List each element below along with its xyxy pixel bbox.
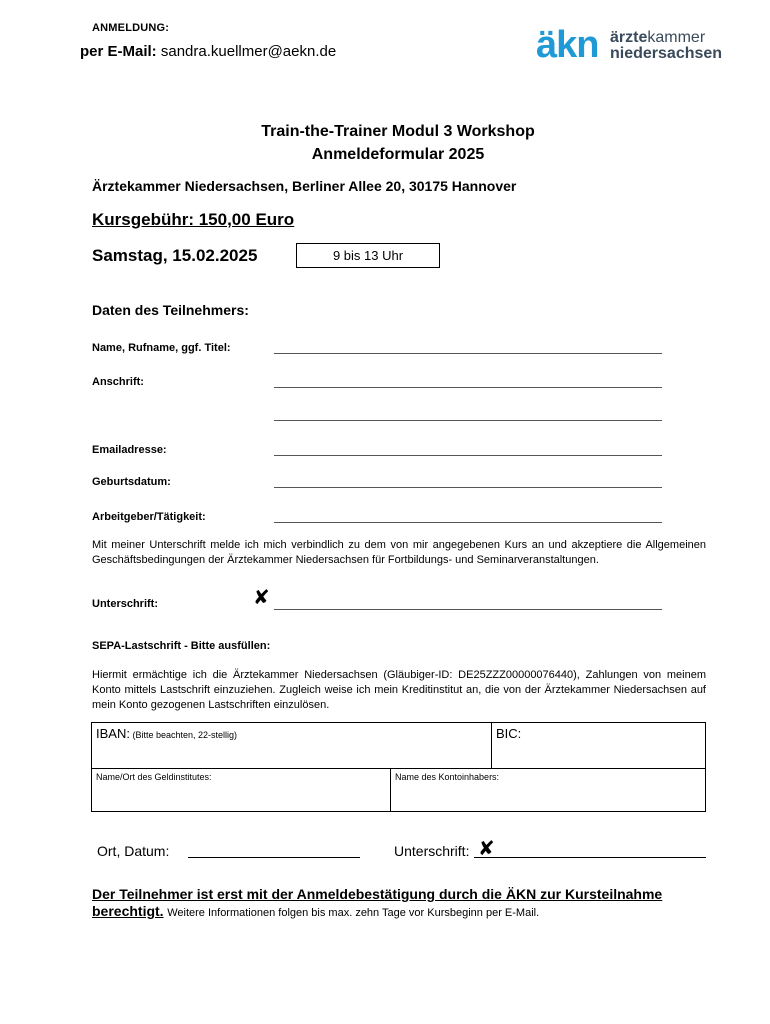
email-prefix: per E-Mail:: [80, 43, 157, 60]
address-label: Anschrift:: [92, 376, 144, 388]
bottom-signature-label: Unterschrift:: [394, 843, 470, 859]
bank-cell[interactable]: [92, 769, 391, 812]
place-date-field[interactable]: [188, 857, 360, 858]
logo-line1-rest: kammer: [647, 29, 706, 46]
signature-field[interactable]: [274, 609, 662, 610]
x-mark-icon: ✘: [253, 587, 270, 609]
employer-field[interactable]: [274, 522, 662, 523]
course-time: 9 bis 13 Uhr: [296, 243, 440, 268]
contact-email: [80, 43, 336, 60]
email-label: Emailadresse:: [92, 444, 167, 456]
aekn-logo: [536, 26, 722, 66]
employer-label: Arbeitgeber/Tätigkeit:: [92, 511, 206, 523]
logo-mark: äkn: [536, 24, 599, 66]
logo-line1-bold: ärzte: [610, 29, 648, 46]
sepa-table: [91, 722, 706, 812]
bank-label: Name/Ort des Geldinstitutes:: [96, 772, 212, 782]
bic-cell[interactable]: [492, 723, 706, 769]
logo-line2: niedersachsen: [610, 45, 723, 62]
header-label: ANMELDUNG:: [92, 22, 170, 34]
iban-hint: (Bitte beachten, 22-stellig): [132, 730, 238, 740]
name-label: Name, Rufname, ggf. Titel:: [92, 342, 231, 354]
birthdate-label: Geburtsdatum:: [92, 476, 171, 488]
iban-label: IBAN:: [96, 726, 130, 741]
name-field[interactable]: [274, 353, 662, 354]
final-notice-bold: Der Teilnehmer ist erst mit der Anmeldebestätigung durch die ÄKN zur Kursteilnahme berechtigt.: [92, 886, 663, 919]
birthdate-field[interactable]: [274, 487, 662, 488]
venue-address: Ärztekammer Niedersachsen, Berliner Allee 20, 30175 Hannover: [92, 178, 517, 194]
x-mark-icon: ✘: [478, 838, 495, 860]
holder-cell[interactable]: [391, 769, 706, 812]
signature-label: Unterschrift:: [92, 598, 159, 610]
sepa-text: Hiermit ermächtige ich die Ärztekammer Niedersachsen (Gläubiger-ID: DE25ZZZ00000076440), Zahlungen von meinem Konto mittels Lastschrift einzuziehen. Zugleich weise ich mein Kreditinstitut an, die von der Ärztekammer Niedersachsen auf mein Konto gezogenen Lastschriften einzulösen.: [92, 669, 706, 711]
email-address[interactable]: sandra.kuellmer@aekn.de: [160, 43, 337, 60]
course-date: Samstag, 15.02.2025: [92, 246, 258, 265]
sepa-heading: SEPA-Lastschrift - Bitte ausfüllen:: [92, 640, 271, 652]
address-field-1[interactable]: [274, 387, 662, 388]
holder-label: Name des Kontoinhabers:: [395, 772, 500, 782]
iban-cell[interactable]: [92, 723, 492, 769]
participant-heading: Daten des Teilnehmers:: [92, 302, 249, 318]
email-field[interactable]: [274, 455, 662, 456]
address-field-2[interactable]: [274, 420, 662, 421]
logo-text: [610, 30, 722, 62]
agreement-text: Mit meiner Unterschrift melde ich mich verbindlich zu dem von mir angegebenen Kurs an und akzeptiere die Allgemeinen Geschäftsbedingungen der Ärztekammer Niedersachsen für Fortbildungs- und Seminarveranstaltungen.: [92, 539, 706, 566]
final-note: Weitere Informationen folgen bis max. zehn Tage vor Kursbeginn per E-Mail.: [167, 907, 540, 919]
course-fee: Kursgebühr: 150,00 Euro: [92, 210, 295, 229]
page-subtitle: Anmeldeformular 2025: [311, 146, 485, 163]
bic-label: BIC:: [496, 726, 522, 741]
final-notice: [92, 886, 712, 922]
bottom-signature-field[interactable]: [474, 857, 706, 858]
page-title: Train-the-Trainer Modul 3 Workshop: [261, 123, 535, 140]
place-date-label: Ort, Datum:: [97, 843, 170, 859]
